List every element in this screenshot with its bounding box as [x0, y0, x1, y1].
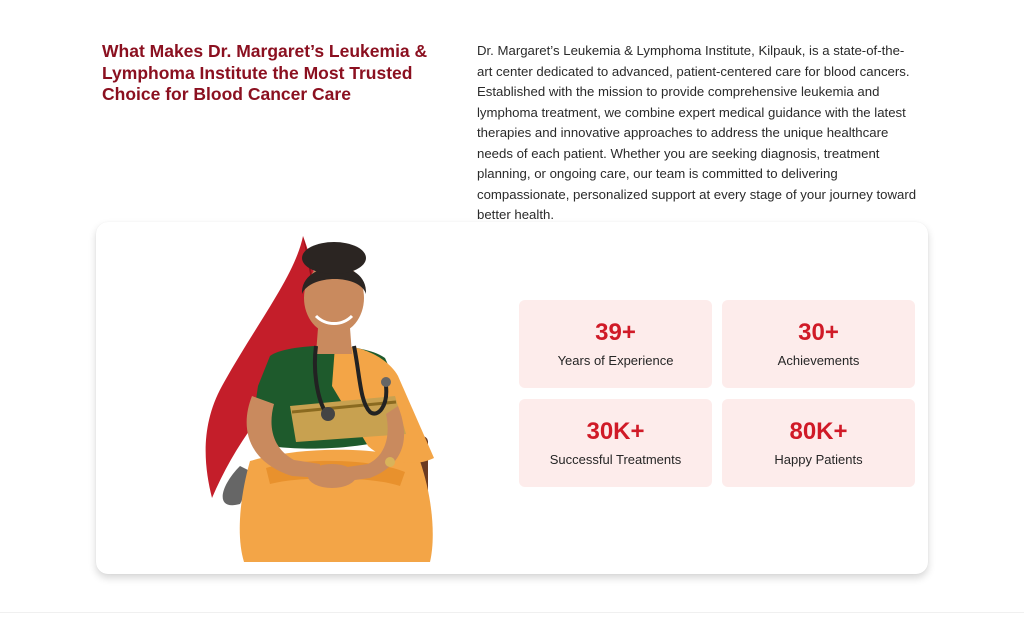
stat-tile-treatments — [519, 399, 712, 487]
stat-tile-experience — [519, 300, 712, 388]
stat-value: 30+ — [798, 319, 839, 346]
section-divider — [0, 612, 1024, 613]
about-section — [0, 0, 1024, 222]
stat-tile-patients — [722, 399, 915, 487]
section-heading: What Makes Dr. Margaret’s Leukemia & Lymphoma Institute the Most Trusted Choice for Blood Cancer Care — [102, 41, 428, 104]
section-intro: Dr. Margaret’s Leukemia & Lymphoma Institute, Kilpauk, is a state-of-the-art center dedicated to advanced, patient-centered care for blood cancers. Established with the mission to provide comprehensive leukemia and lymphoma treatment, we combine expert medical guidance with the latest therapies and innovative approaches to address the unique healthcare needs of each patient. Whether you are seeking diagnosis, treatment planning, or ongoing care, our team is committed to delivering compassionate, personalized support at every stage of your journey toward better health. — [477, 43, 917, 222]
stat-value: 30K+ — [586, 418, 645, 445]
doctor-portrait — [200, 236, 455, 562]
stat-label: Happy Patients — [774, 452, 863, 467]
stat-value: 39+ — [595, 319, 636, 346]
stat-label: Achievements — [777, 353, 860, 368]
stat-label: Successful Treatments — [549, 452, 682, 467]
stat-tile-achievements — [722, 300, 915, 388]
stat-label: Years of Experience — [557, 353, 674, 368]
stat-value: 80K+ — [789, 418, 848, 445]
